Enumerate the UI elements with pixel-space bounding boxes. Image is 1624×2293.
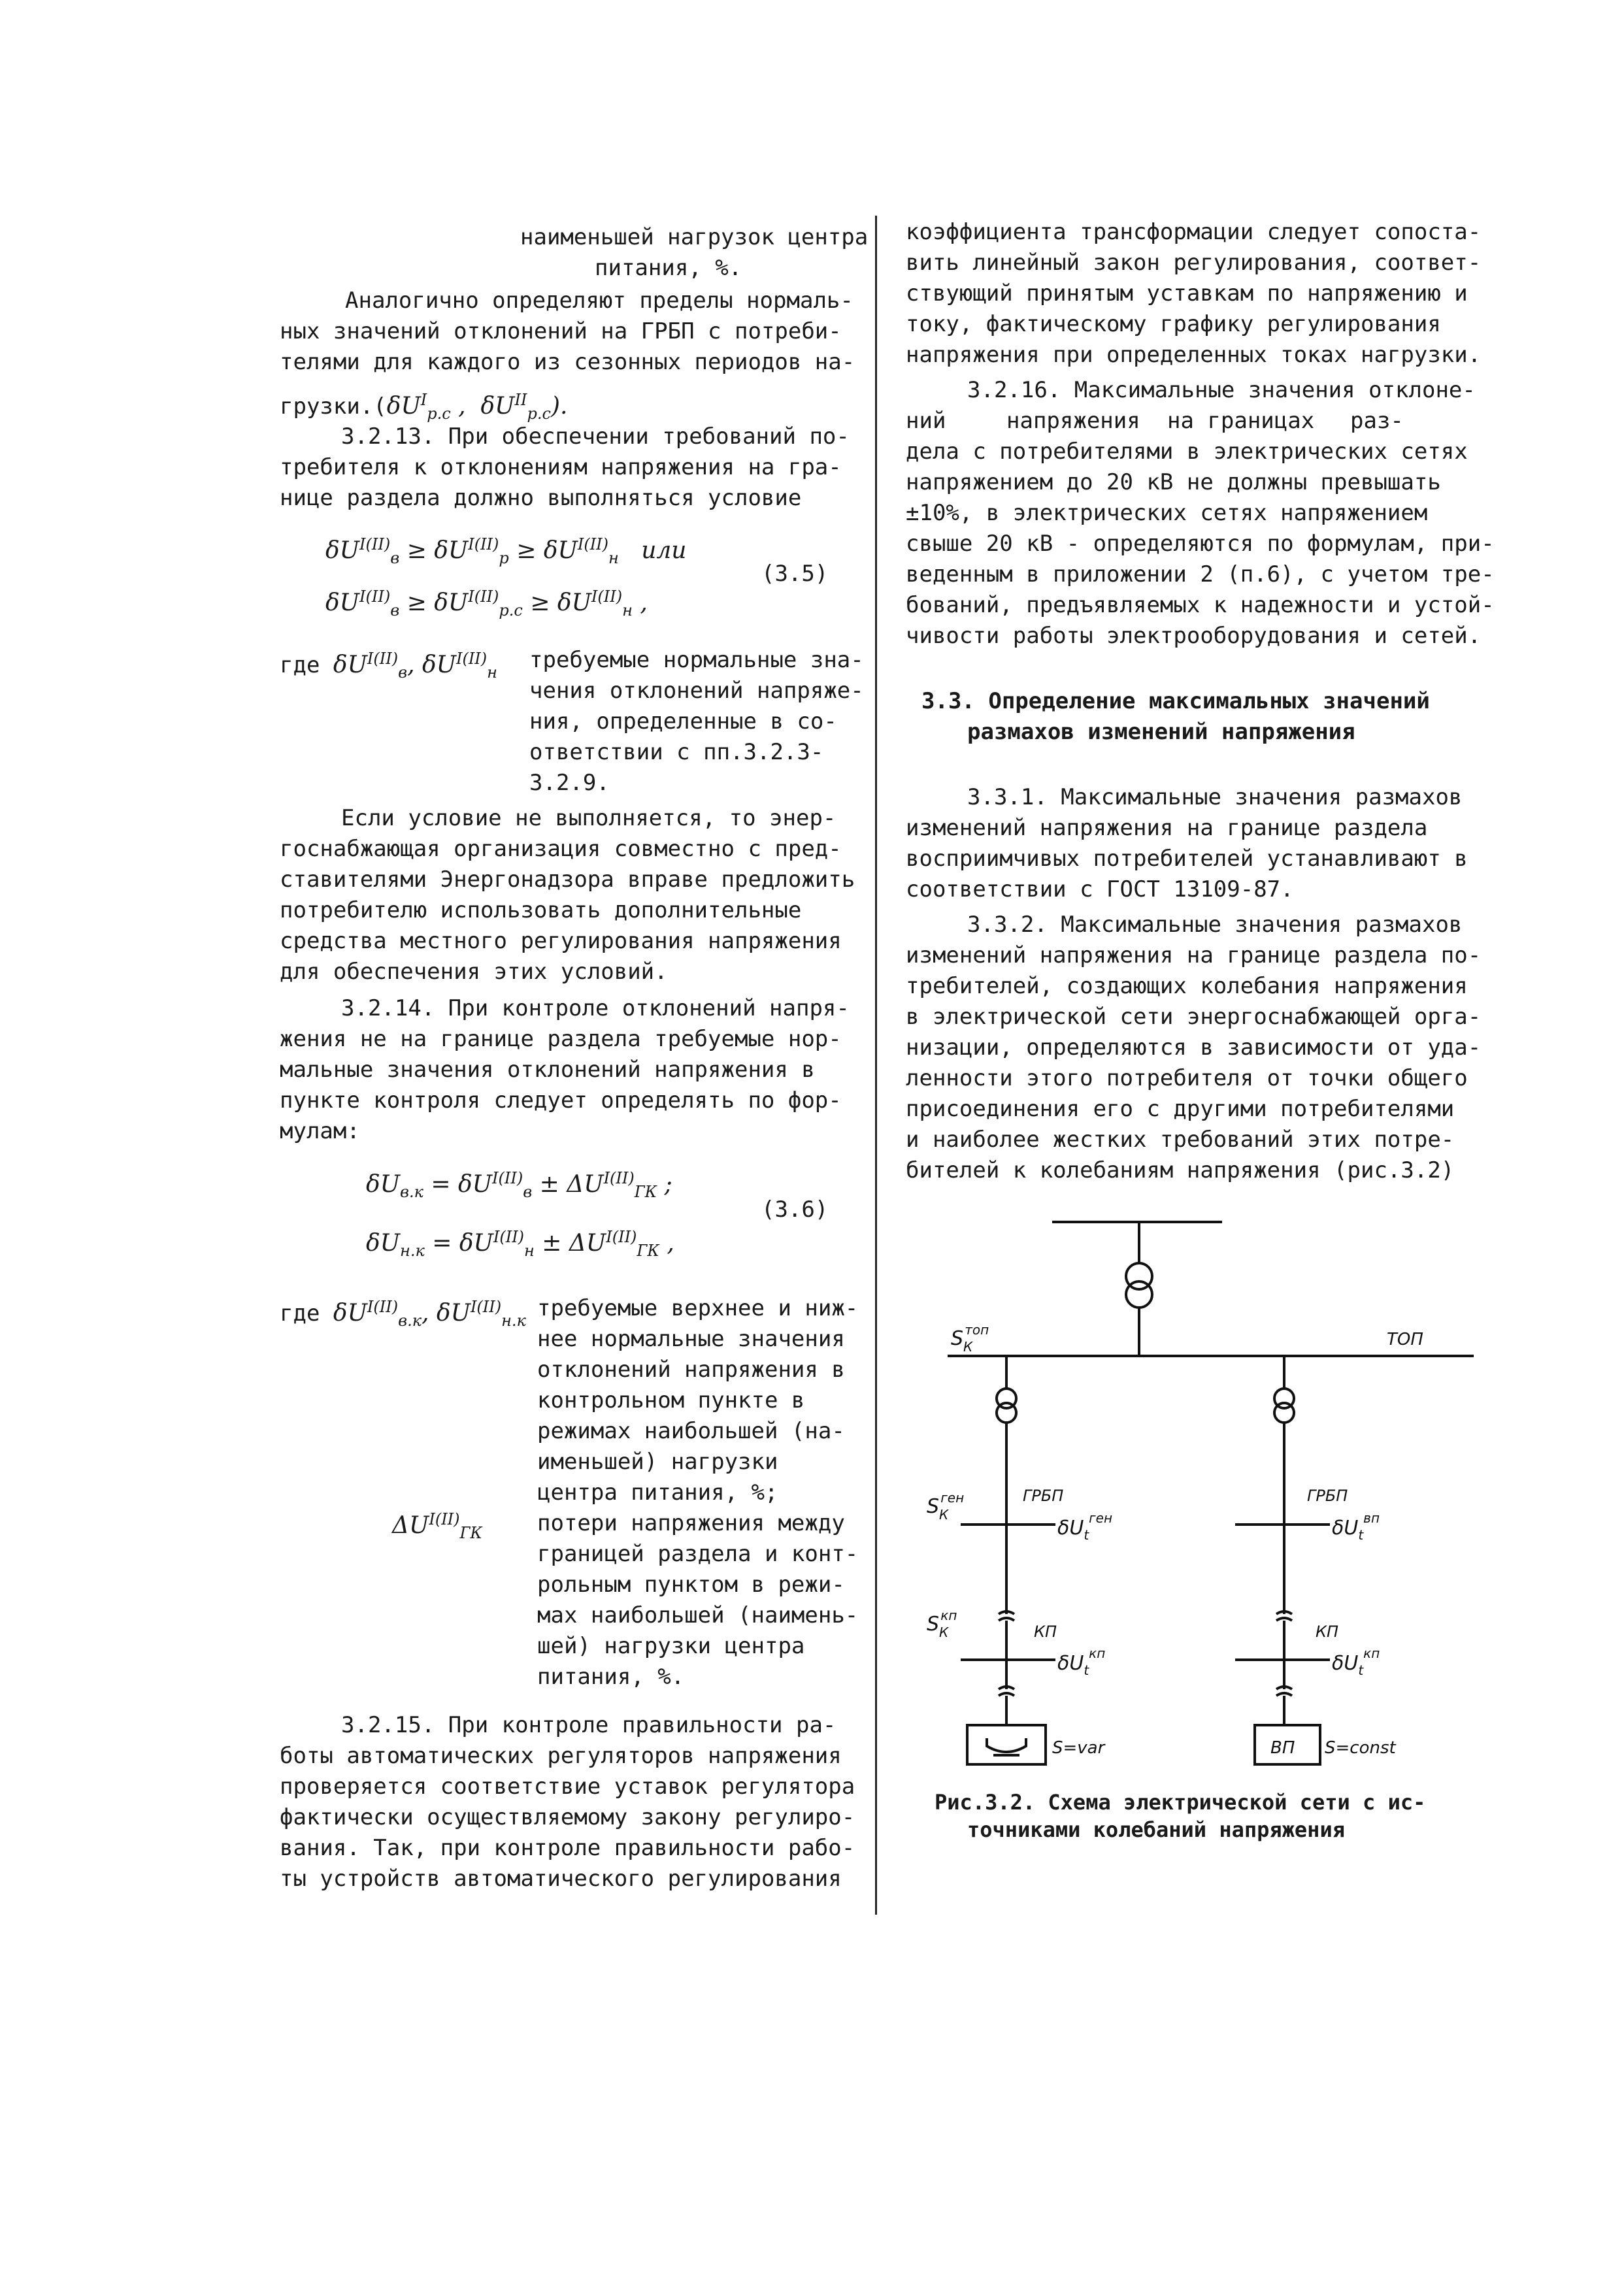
text-line: восприимчивых потребителей устанавливают в [906,846,1468,872]
text-line: изменений напряжения на границе раздела [906,815,1428,841]
text-line: на границах [1167,408,1315,434]
text-line: присоединения его с другими потребителями [906,1096,1455,1122]
text-line: именьшей) нагрузки [537,1449,778,1475]
sk-kp-label: $S_Ккп$ [927,1608,957,1640]
text-line: рольным пунктом в режи- [537,1572,845,1598]
section-3-3-1: 3.3.1. Максимальные значения размахов [967,784,1463,810]
text-line: госнабжающая организация совместно с пред- [280,836,842,862]
section-3-2-15: 3.2.15. При контроле правильности ра- [341,1712,837,1738]
text-line: проверяется соответствие уставок регулятора [280,1773,855,1800]
text-line: раз- [1350,408,1404,434]
text-line: мах наибольшей (наимень- [537,1602,859,1628]
text-line: шей) нагрузки центра [537,1633,805,1659]
text-line: ствующий принятым уставкам по напряжению и [906,280,1468,306]
text-line: току, фактическому графику регулирования [906,311,1441,337]
where-label: где $\delta U^{I(II)}_{в.к}$, $\delta U^{I(II)}_{н.к}$ [280,1298,526,1330]
text-line: требуемые нормальные зна- [529,647,864,673]
section-3-2-14: 3.2.14. При контроле отклонений напря- [341,995,850,1021]
text-line: бований, предъявляемых к надежности и устой- [906,592,1495,618]
text-line: ния, определенные в со- [529,708,837,734]
text-line: режимах наибольшей (на- [537,1418,845,1444]
text-line: Аналогично определяют пределы нормаль- [345,288,853,314]
text-line: напряжением до 20 кВ не должны превышать [906,469,1441,495]
du-kp-label: $\delta U_t^{кп}$ [1057,1645,1106,1678]
vp-label: ВП [1270,1738,1295,1758]
text-line: вить линейный закон регулирования, соответ- [906,250,1482,276]
text-line: низации, определяются в зависимости от уда- [906,1034,1482,1061]
section-3-3-2: 3.3.2. Максимальные значения размахов [967,912,1463,938]
text-line: напряжения [1006,408,1140,434]
top-label: ТОП [1387,1330,1423,1349]
formula-3-5-line2: $\delta U^{I(II)}_в \ge \delta U^{I(II)}_{р.с} \ge \delta U^{I(II)}_н$ , [325,587,648,620]
du-vp-label: $\delta U_t^{вп}$ [1332,1510,1380,1543]
text-line: требителей, создающих колебания напряжения [906,973,1468,999]
figure-caption: точниками колебаний напряжения [967,1817,1345,1842]
text-line: питания, %. [595,255,742,281]
s-const-label: S=const [1325,1738,1396,1758]
sk-top-label: $S_Ктоп$ [951,1322,989,1355]
text-line: телями для каждого из сезонных периодов на- [280,349,855,375]
text-line: мальные значения отклонений напряжения в [280,1057,815,1083]
text-line: пункте контроля следует определять по фор- [280,1087,842,1114]
text-line: ±10%, в электрических сетях напряжением [906,500,1428,526]
text-line: ставителями Энергонадзора вправе предложить [280,866,855,893]
text-line: границей раздела и конт- [537,1541,859,1567]
grbp-label: ГРБП [1307,1487,1348,1505]
grbp-label: ГРБП [1023,1487,1064,1505]
text-line: наименьшей нагрузок центра [520,224,869,250]
formula-3-6-line1: $\delta U_{в.к} = \delta U^{I(II)}_в \pm \Delta U^{I(II)}_{ГК}$ ; [366,1169,672,1202]
du-gen-label: $\delta U_t^{ген}$ [1057,1510,1113,1543]
where-label: где $\delta U^{I(II)}_в$, $\delta U^{I(II)}_н$ [280,650,497,682]
text-line: $грузки.(\delta U^I_{р.с}$ , $\delta U^{II}_{р.с}$). [280,391,568,423]
text-line: ленности этого потребителя от точки общего [906,1065,1468,1091]
text-line: в электрической сети энергоснабжающей орга- [906,1004,1482,1030]
text-line: ных значений отклонений на ГРБП с потреби- [280,318,842,344]
equation-number: (3.6) [761,1196,829,1223]
text-line: дела с потребителями в электрических сетях [906,438,1468,465]
text-line: отклонений напряжения в [537,1357,845,1383]
formula-3-6-line2: $\delta U_{н.к} = \delta U^{I(II)}_н \pm \Delta U^{I(II)}_{ГК}$ , [366,1228,674,1261]
text-line: веденным в приложении 2 (п.6), с учетом тре- [906,561,1495,587]
section-heading: размахов изменений напряжения [967,719,1355,745]
text-line: жения не на границе раздела требуемые нор- [280,1026,842,1052]
text-line: потребителю использовать дополнительные [280,897,802,923]
text-line: ний [906,408,946,434]
text-line: питания, %. [537,1664,685,1690]
text-line: нее нормальные значения [537,1326,845,1352]
du-kp-label: $\delta U_t^{кп}$ [1332,1645,1380,1678]
text-line: средства местного регулирования напряжения [280,928,842,954]
text-line: чивости работы электрооборудования и сетей. [906,623,1482,649]
kp-label: КП [1316,1623,1339,1641]
text-line: ответствии с пп.3.2.3- [529,739,824,765]
section-heading: 3.3. Определение максимальных значений [921,688,1430,714]
text-line: требителя к отклонениям напряжения на гра- [280,454,842,480]
s-var-label: S=var [1052,1738,1105,1758]
text-line: требуемые верхнее и ниж- [537,1295,859,1321]
text-line: потери напряжения между [537,1510,845,1536]
text-line: Если условие не выполняется, то энер- [341,805,837,831]
text-line: мулам: [280,1118,360,1144]
text-line: напряжения при определенных токах нагрузки. [906,342,1482,368]
equation-number: (3.5) [761,561,829,587]
text-line: свыше 20 кВ - определяются по формулам, при- [906,531,1495,557]
text-line: фактически осуществляемому закону регулиро- [280,1804,855,1830]
text-line: ты устройств автоматического регулирования [280,1866,842,1892]
section-3-2-16: 3.2.16. Максимальные значения отклоне- [967,377,1476,403]
text-line: 3.2.9. [529,770,610,796]
section-3-2-13: 3.2.13. При обеспечении требований по- [341,423,850,450]
text-line: коэффициента трансформации следует сопоста- [906,219,1482,245]
sk-gen-label: $S_Кген$ [927,1490,965,1523]
text-line: и наиболее жестких требований этих потре- [906,1127,1455,1153]
text-line: бителей к колебаниям напряжения (рис.3.2) [906,1157,1455,1183]
text-line: нице раздела должно выполняться условие [280,485,802,511]
text-line: для обеспечения этих условий. [280,959,668,985]
formula-3-5-line1: $\delta U^{I(II)}_в \ge \delta U^{I(II)}_р \ge \delta U^{I(II)}_н$ или [325,535,687,568]
text-line: контрольном пункте в [537,1387,805,1413]
variable-load-box [967,1725,1046,1764]
text-line: изменений напряжения на границе раздела по- [906,942,1482,968]
figure-caption: Рис.3.2. Схема электрической сети с ис- [935,1790,1426,1815]
text-line: боты автоматических регуляторов напряжения [280,1743,842,1769]
text-line: чения отклонений напряже- [529,678,864,704]
delta-u-symbol: $\Delta U^{I(II)}_{ГК}$ [392,1510,482,1543]
text-line: вания. Так, при контроле правильности рабо- [280,1835,855,1861]
text-line: центра питания, %; [537,1479,778,1506]
arc-furnace-icon [987,1738,1026,1752]
kp-label: КП [1034,1623,1057,1641]
text-line: соответствии с ГОСТ 13109-87. [906,876,1294,902]
